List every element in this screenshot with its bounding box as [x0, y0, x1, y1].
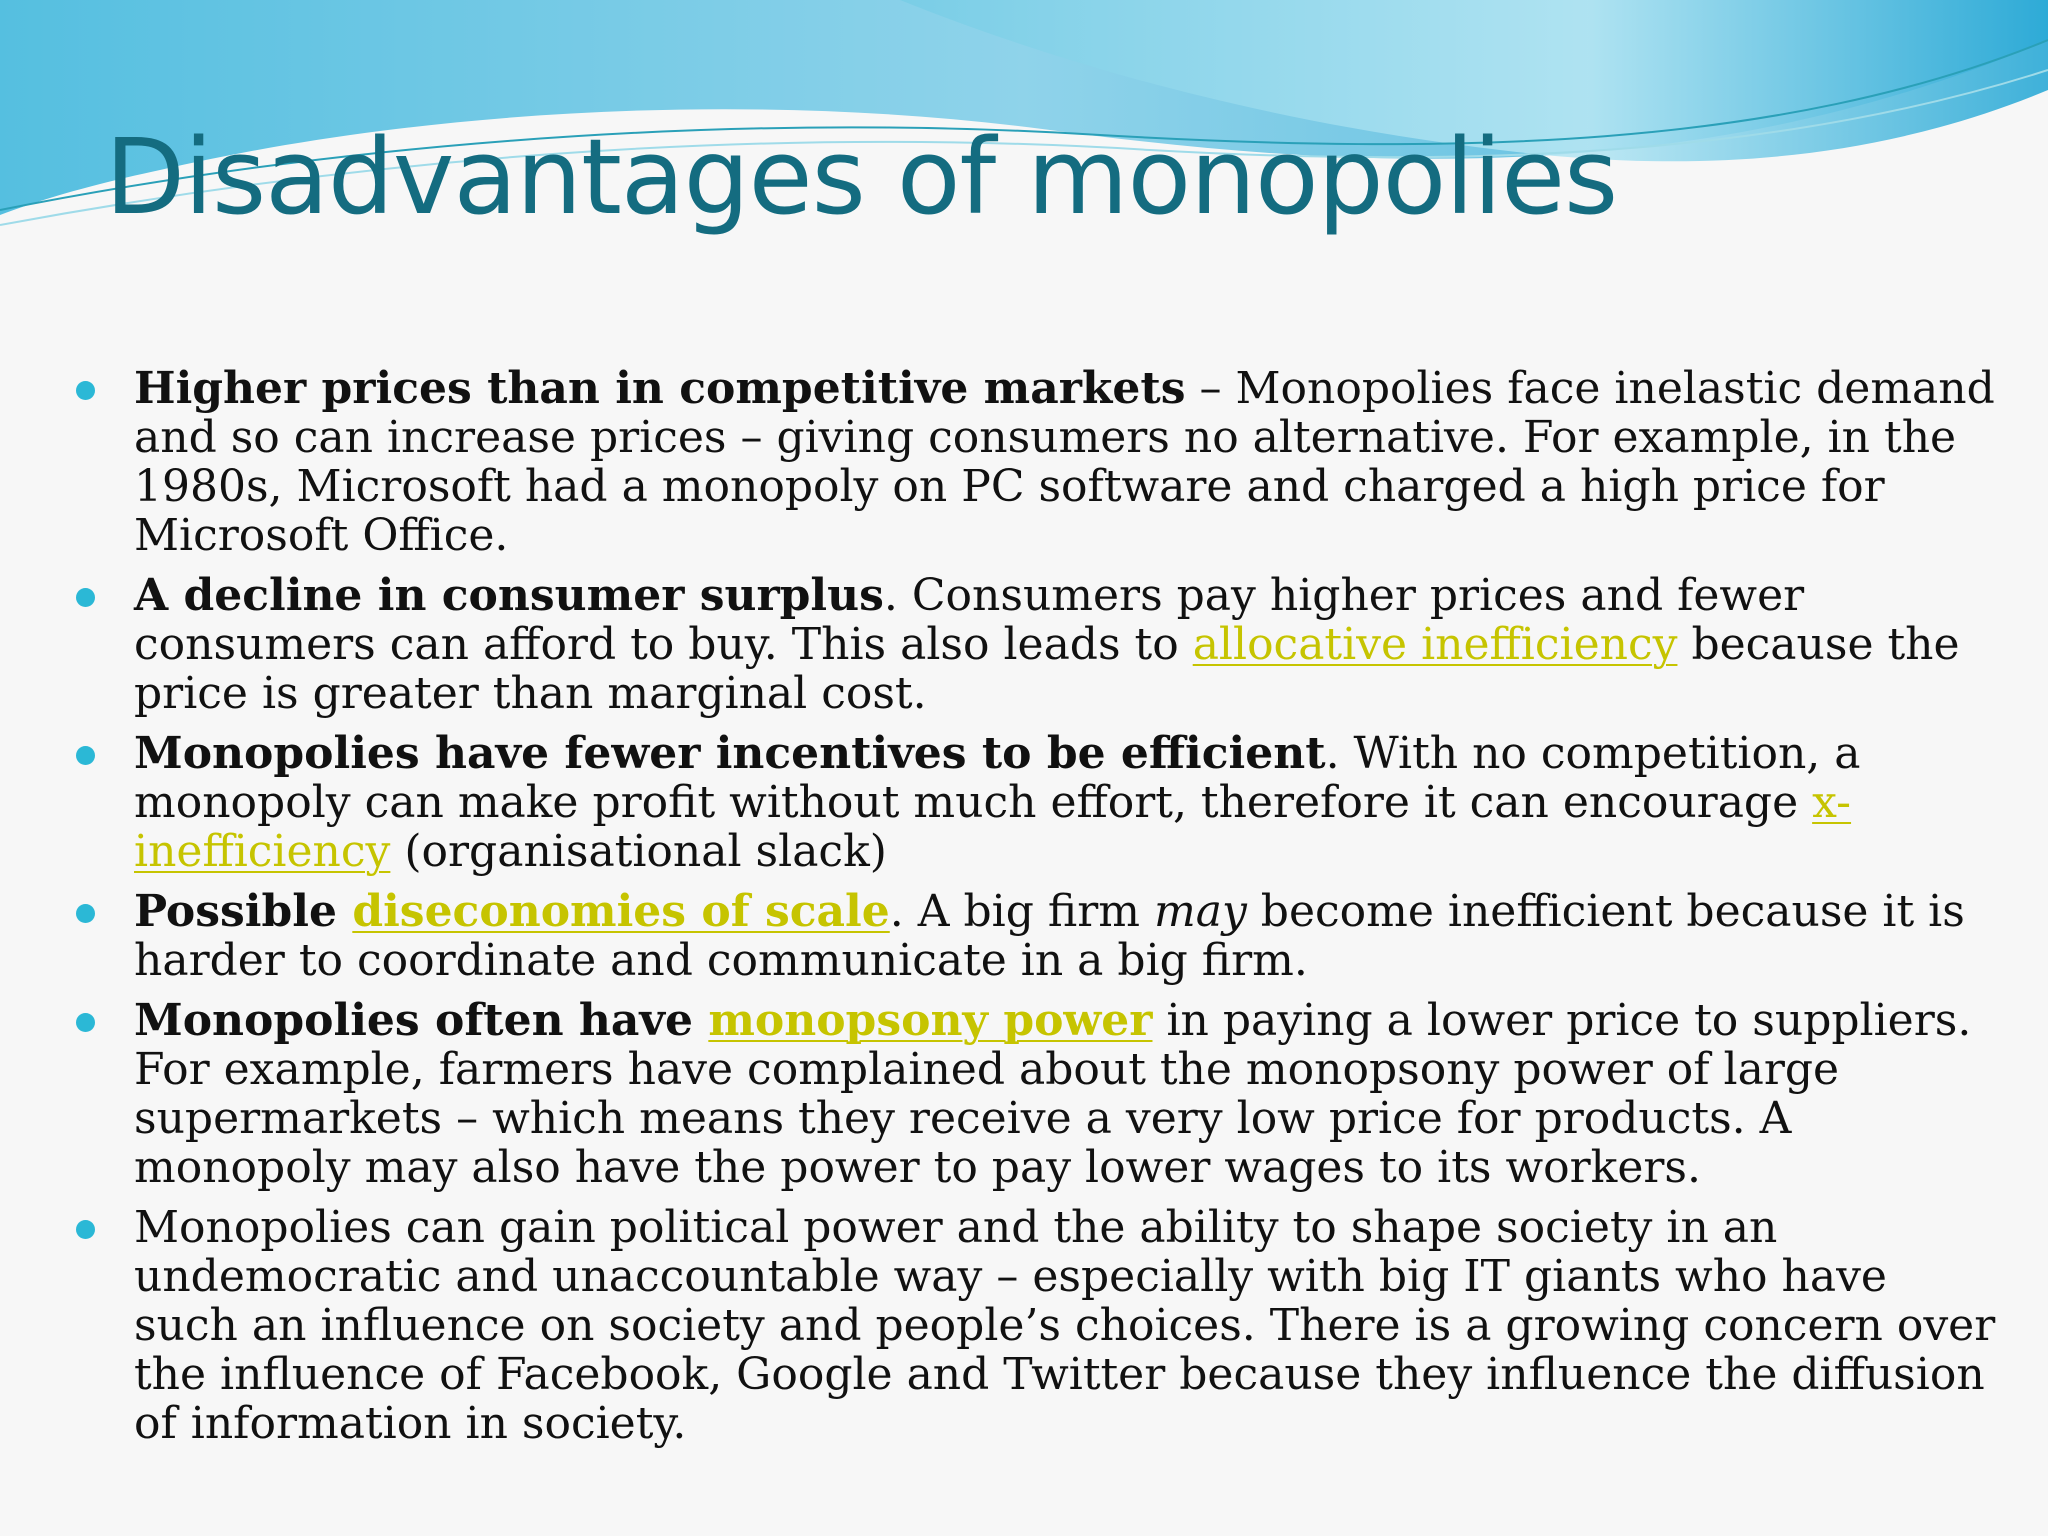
- bullet-icon: [76, 1220, 95, 1239]
- bullet-heading: Possible: [134, 886, 353, 937]
- bullet-heading: A decline in consumer surplus: [134, 570, 884, 621]
- bullet-icon: [76, 746, 95, 765]
- bullet-list: [76, 364, 1996, 1459]
- bullet-text: because the price is greater than marginal cost.: [134, 619, 1960, 719]
- link-x-inefficiency[interactable]: x-inefficiency: [134, 777, 1852, 877]
- bullet-icon: [76, 588, 95, 607]
- bullet-text: – Monopolies face inelastic demand and so can increase prices – giving consumers no alternative. For example, in the 1980s, Microsoft had a monopoly on PC software and charged a high price for Microsoft Office.: [134, 363, 1995, 561]
- bullet-icon: [76, 381, 95, 400]
- bullet-text: in paying a lower price to suppliers. For example, farmers have complained about the monopsony power of large supermarkets – which means they receive a very low price for products. A monopoly may also have the power to pay lower wages to its workers.: [134, 995, 1972, 1193]
- bullet-heading: Monopolies have fewer incentives to be efficient: [134, 728, 1326, 779]
- bullet-text: . A big firm: [889, 886, 1154, 937]
- bullet-item: [76, 1203, 1996, 1448]
- bullet-heading: Monopolies often have: [134, 995, 709, 1046]
- bullet-heading: Higher prices than in competitive markets: [134, 363, 1186, 414]
- bullet-text: become inefficient because it is harder to coordinate and communicate in a big firm.: [134, 886, 1965, 986]
- bullet-icon: [76, 904, 95, 923]
- link-monopsony-power[interactable]: monopsony power: [708, 995, 1153, 1046]
- bullet-emphasis: may: [1153, 886, 1247, 937]
- bullet-icon: [76, 1013, 95, 1032]
- link-allocative-inefficiency[interactable]: allocative inefficiency: [1192, 619, 1678, 670]
- bullet-text: . Consumers pay higher prices and fewer consumers can afford to buy. This also leads to: [134, 570, 1805, 670]
- link-diseconomies-of-scale[interactable]: diseconomies of scale: [352, 886, 890, 937]
- bullet-item: [76, 729, 1996, 876]
- bullet-item: [76, 996, 1996, 1192]
- bullet-item: [76, 887, 1996, 985]
- bullet-text: (organisational slack): [390, 826, 887, 877]
- bullet-item: [76, 571, 1996, 718]
- bullet-item: [76, 364, 1996, 560]
- bullet-text: . With no competition, a monopoly can make profit without much effort, therefore it can encourage: [134, 728, 1861, 828]
- slide-title: Disadvantages of monopolies: [105, 116, 1618, 238]
- bullet-text: Monopolies can gain political power and the ability to shape society in an undemocratic and unaccountable way – especially with big IT giants who have such an influence on society and people’s choices. There is a growing concern over the influence of Facebook, Google and Twitter because they influence the diffusion of information in society.: [134, 1202, 1996, 1449]
